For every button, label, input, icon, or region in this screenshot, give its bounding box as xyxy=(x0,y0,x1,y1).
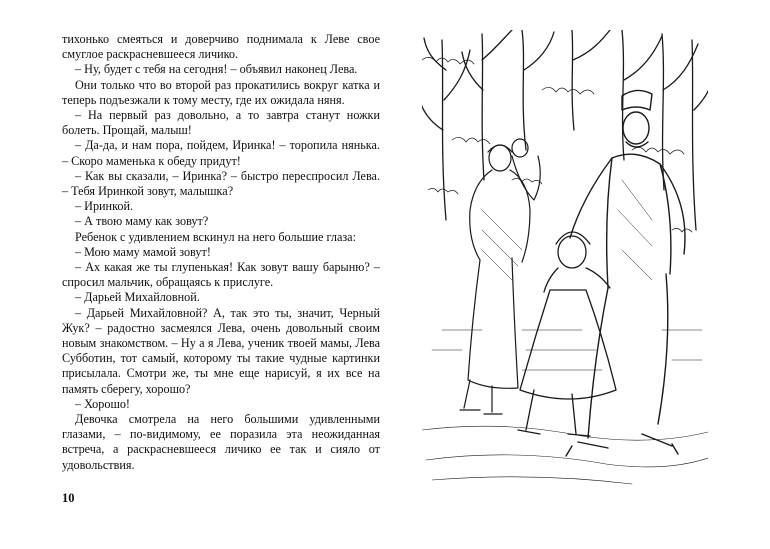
text-page xyxy=(62,32,380,473)
paragraph: – Ну, будет с тебя на сегодня! – объявил наконец Лева. xyxy=(75,62,358,77)
paragraph: – Да-да, и нам пора, пойдем, Иринка! – торопила нянька. – Скоро маменька к обеду придут! xyxy=(62,138,380,168)
girl-figure xyxy=(518,232,616,436)
paragraph: Девочка смотрела на него большими удивленными глазами, – по-видимому, ее поразила эта неожиданная встреча, а раскрасневшееся личико ее так и сияло от удовольствия. xyxy=(62,412,380,472)
page-number: 10 xyxy=(62,491,75,505)
skating-illustration xyxy=(422,30,708,496)
paragraph: тихонько смеяться и доверчиво поднимала к Леве свое смуглое раскрасневшееся личико. xyxy=(62,32,380,62)
paragraph: – Мою маму мамой зовут! xyxy=(75,244,211,259)
paragraph: – А твою маму как зовут? xyxy=(75,214,209,229)
paragraph: – Иринкой. xyxy=(75,199,134,214)
foliage-scribbles xyxy=(422,57,692,232)
background-trees xyxy=(422,30,708,230)
paragraph: – Как вы сказали, – Иринка? – быстро переспросил Лева. – Тебя Иринкой зовут, малышка? xyxy=(62,168,380,199)
nanny-figure xyxy=(460,139,540,414)
paragraph: – На первый раз довольно, а то завтра станут ножки болеть. Прощай, малыш! xyxy=(62,108,380,138)
paragraph: – Дарьей Михайловной. xyxy=(75,290,200,305)
paragraph: – Дарьей Михайловной? А, так это ты, значит, Черный Жук? – радостно засмеялся Лева, очень довольный своим новым знакомством. – Ну а я Лева, ученик твоей мамы, Лева Субботин, тот самый, которому ты такие чудные картинки присылала. Смотри же, ты мне еще нарисуй, я их все на память сберегу, хорошо? xyxy=(62,305,380,396)
paragraph: Ребенок с удивлением вскинул на него большие глаза: xyxy=(75,229,356,244)
paragraph: – Хорошо! xyxy=(75,396,130,411)
illustration-drawing xyxy=(422,30,708,496)
paragraph: Они только что во второй раз прокатились вокруг катка и теперь подъезжали к тому месту, где их ожидала няня. xyxy=(62,77,380,107)
paragraph: – Ах какая же ты глупенькая! Как зовут вашу барыню? – спросил мальчик, обращаясь к прислуге. xyxy=(62,260,380,290)
boy-figure xyxy=(566,90,685,456)
ice-surface xyxy=(422,330,708,484)
